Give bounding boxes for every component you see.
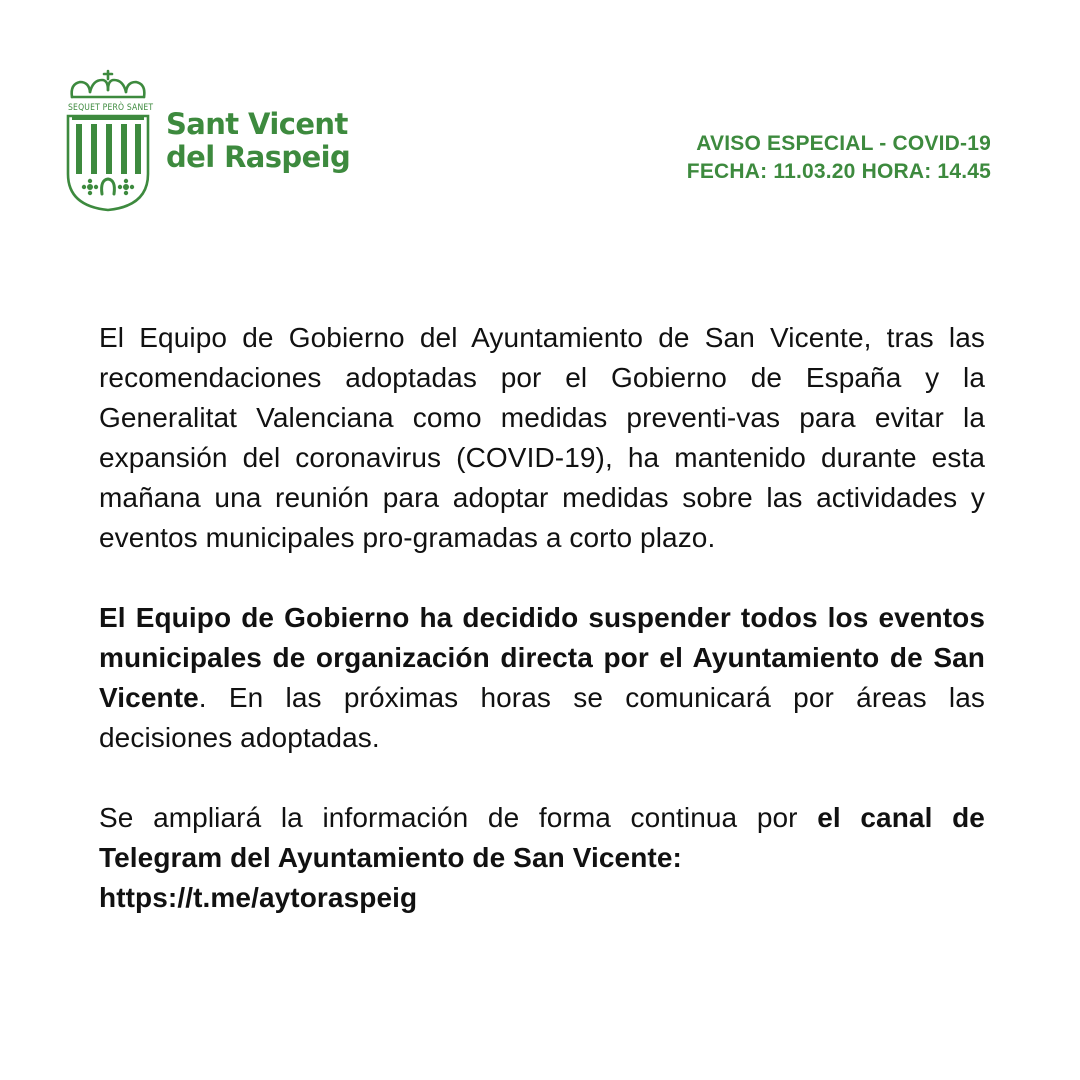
municipality-name-line2: del Raspeig: [166, 140, 351, 174]
notice-header: [687, 130, 991, 186]
decision-bold-text: El Equipo de Gobierno ha decidido suspender todos los eventos municipales de organización directa por el Ayuntamiento de San Vicente: [99, 602, 985, 713]
decision-regular-text: . En las próximas horas se comunicará por áreas las decisiones adoptadas.: [99, 682, 985, 753]
crest-motto: SEQUET PERÒ SANET: [68, 103, 154, 113]
notice-title: AVISO ESPECIAL - COVID-19: [696, 132, 991, 155]
paragraph-decision: [99, 598, 985, 758]
municipal-logo: [62, 66, 352, 216]
announcement-body: [99, 318, 985, 918]
telegram-regular-text: Se ampliará la información de forma continua por: [99, 802, 818, 833]
telegram-bold-text: el canal de Telegram del Ayuntamiento de San Vicente:: [99, 802, 985, 873]
notice-datetime: FECHA: 11.03.20 HORA: 14.45: [686, 160, 991, 183]
paragraph-telegram: [99, 798, 985, 918]
paragraph-intro: El Equipo de Gobierno del Ayuntamiento de San Vicente, tras las recomendaciones adoptadas por el Gobierno de España y la Generalitat Valenciana como medidas preventi-vas para evitar la expansión del coronavirus (COVID-19), ha mantenido durante esta mañana una reunión para adoptar medidas sobre las actividades y eventos municipales pro-gramadas a corto plazo.: [99, 322, 985, 553]
municipality-name-line1: Sant Vicent: [166, 107, 348, 141]
telegram-link[interactable]: https://t.me/aytoraspeig: [99, 882, 418, 913]
municipality-name: [166, 108, 350, 174]
crest-icon: [62, 66, 154, 216]
